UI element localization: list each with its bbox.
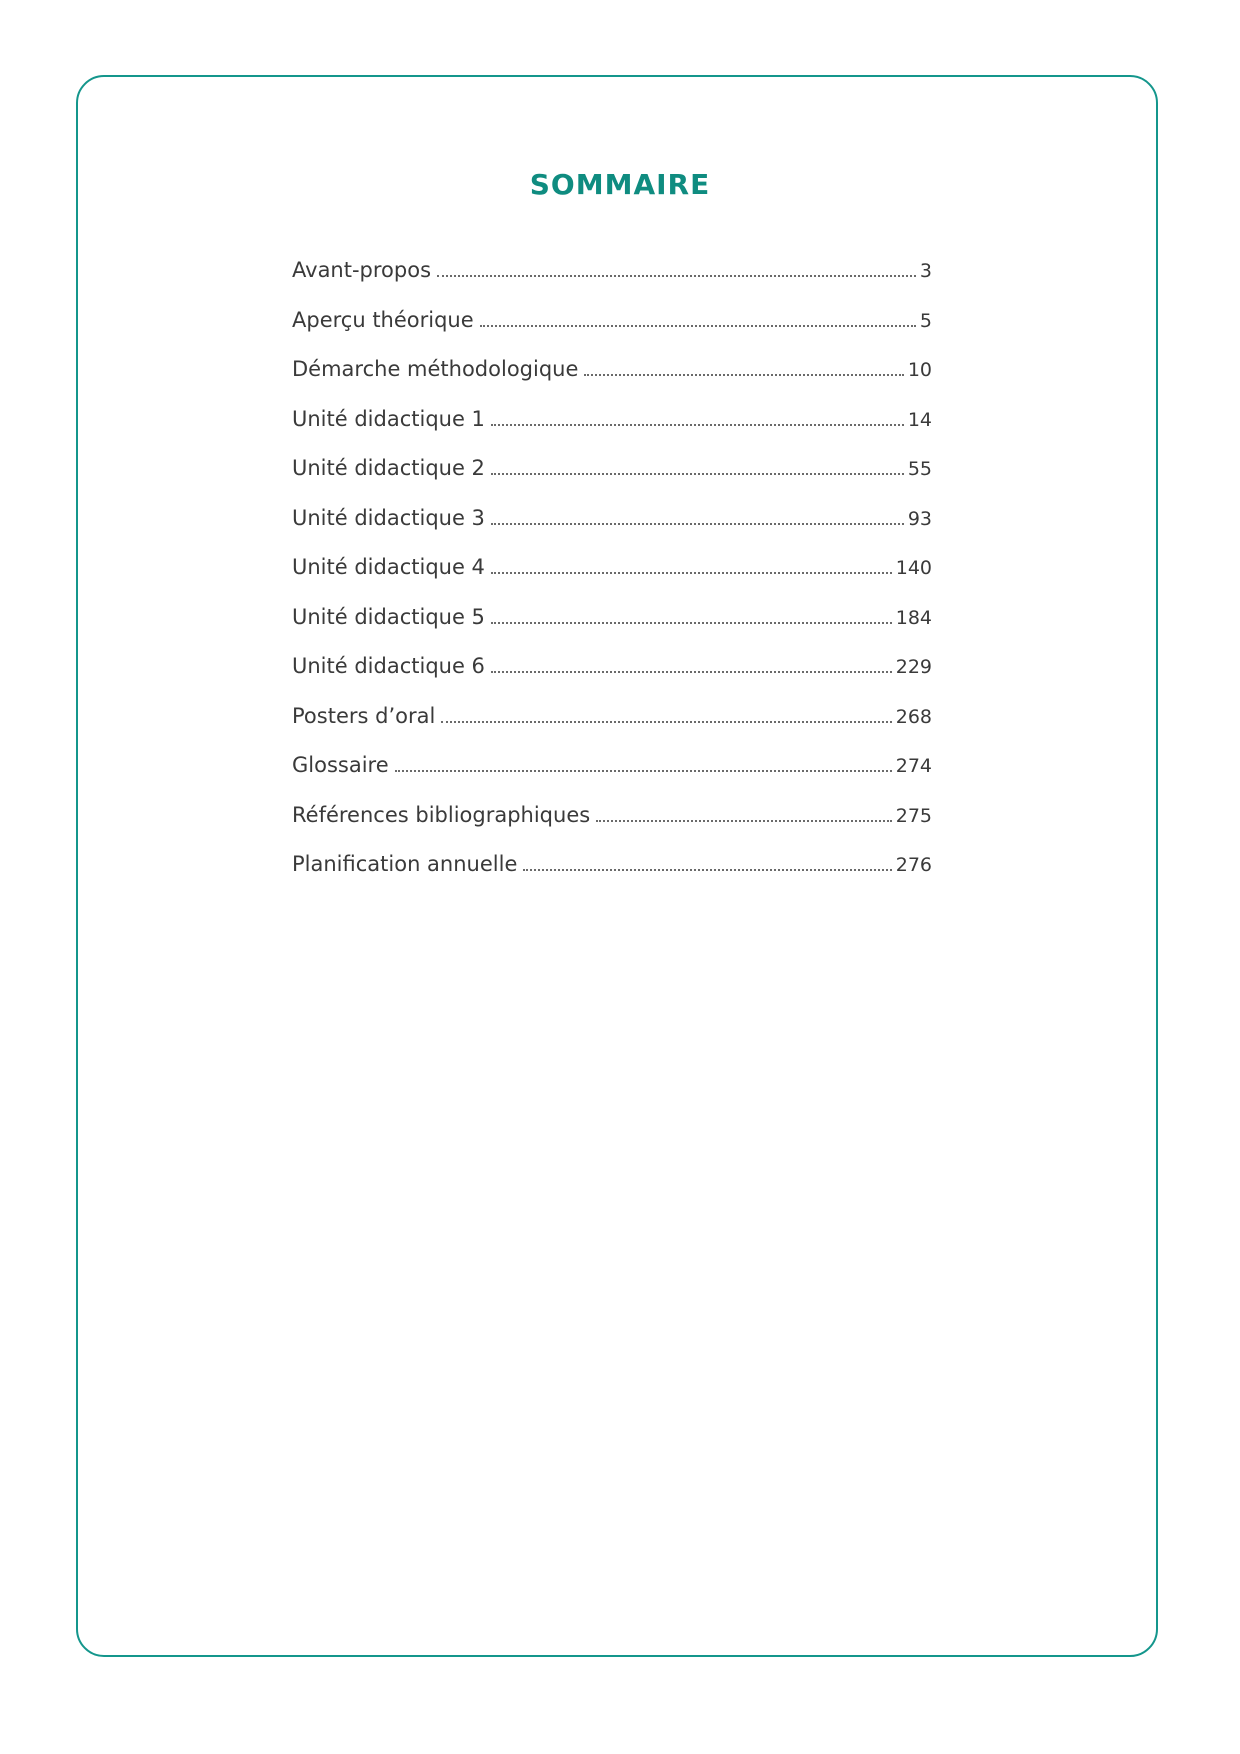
toc-dot-leader [491, 523, 904, 525]
toc-entry-unite-1[interactable] [292, 399, 932, 449]
toc-entry-page: 14 [907, 408, 932, 431]
toc-entry-page: 268 [895, 705, 932, 728]
toc-entry-page: 229 [895, 656, 932, 678]
toc-entry-label: Posters d’oral [292, 703, 436, 728]
toc-entry-label: Démarche méthodologique [292, 357, 579, 381]
toc-entry-label: Planification annuelle [292, 852, 518, 876]
toc-entry-unite-5[interactable] [292, 597, 932, 647]
toc-dot-leader [395, 770, 892, 772]
toc-entry-page: 55 [907, 458, 932, 480]
toc-entry-label: Unité didactique 5 [292, 604, 485, 629]
toc-entry-unite-6[interactable] [292, 646, 932, 696]
toc-entry-page: 276 [895, 854, 932, 876]
toc-entry-unite-4[interactable] [292, 547, 932, 597]
toc-entry-label: Glossaire [292, 753, 389, 777]
toc-entry-page: 3 [919, 260, 932, 282]
toc-entry-page: 275 [895, 804, 932, 827]
toc-entry-label: Unité didactique 1 [292, 406, 485, 431]
toc-dot-leader [480, 325, 916, 327]
page-title: SOMMAIRE [529, 168, 711, 201]
toc-entry-label: Unité didactique 3 [292, 505, 485, 530]
toc-entry-references[interactable] [292, 795, 932, 845]
toc-entry-planification[interactable] [292, 844, 932, 894]
toc-entry-avant-propos[interactable] [292, 250, 932, 300]
toc-dot-leader [491, 622, 892, 624]
table-of-contents [292, 250, 932, 894]
toc-dot-leader [437, 275, 916, 277]
toc-dot-leader [491, 424, 904, 426]
toc-entry-page: 5 [919, 309, 932, 332]
toc-entry-label: Avant-propos [292, 258, 432, 282]
toc-entry-label: Unité didactique 2 [292, 456, 485, 480]
toc-entry-label: Unité didactique 4 [292, 555, 485, 579]
toc-dot-leader [523, 869, 891, 871]
toc-entry-glossaire[interactable] [292, 745, 932, 795]
toc-dot-leader [441, 721, 891, 723]
toc-dot-leader [596, 820, 892, 822]
toc-dot-leader [491, 572, 892, 574]
toc-entry-page: 93 [907, 507, 932, 530]
toc-entry-page: 274 [895, 755, 932, 777]
toc-entry-page: 140 [895, 557, 932, 579]
toc-entry-label: Unité didactique 6 [292, 654, 485, 678]
toc-dot-leader [491, 671, 892, 673]
toc-entry-page: 184 [895, 606, 932, 629]
toc-entry-apercu-theorique[interactable] [292, 300, 932, 350]
toc-dot-leader [584, 374, 903, 376]
toc-entry-label: Références bibliographiques [292, 802, 591, 827]
toc-entry-demarche-methodologique[interactable] [292, 349, 932, 399]
toc-entry-label: Aperçu théorique [292, 307, 474, 332]
toc-entry-posters-oral[interactable] [292, 696, 932, 746]
toc-dot-leader [491, 473, 904, 475]
toc-entry-unite-3[interactable] [292, 498, 932, 548]
toc-entry-page: 10 [907, 359, 932, 381]
toc-entry-unite-2[interactable] [292, 448, 932, 498]
